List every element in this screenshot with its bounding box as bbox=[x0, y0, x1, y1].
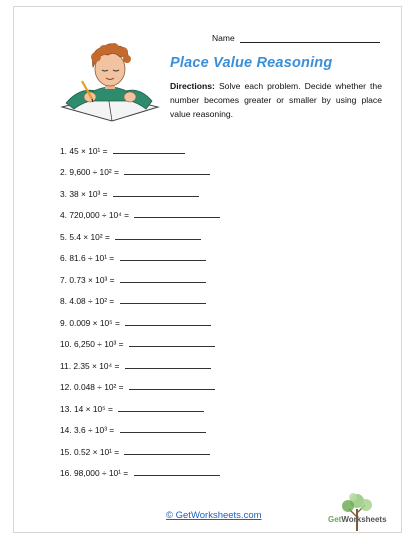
problem-expression: 4.08 ÷ 10² = bbox=[69, 296, 115, 306]
name-label: Name bbox=[212, 33, 235, 43]
problem-expression: 45 × 10¹ = bbox=[69, 146, 108, 156]
directions-label: Directions: bbox=[170, 81, 215, 91]
problem-expression: 38 × 10³ = bbox=[69, 189, 108, 199]
answer-blank[interactable] bbox=[120, 294, 206, 304]
directions bbox=[170, 79, 382, 121]
answer-blank[interactable] bbox=[134, 208, 220, 218]
answer-blank[interactable] bbox=[134, 466, 220, 476]
logo-text-get: Get bbox=[328, 515, 342, 524]
answer-blank[interactable] bbox=[124, 165, 210, 175]
problem-item bbox=[60, 208, 220, 220]
answer-blank[interactable] bbox=[124, 445, 210, 455]
problem-expression: 5.4 × 10² = bbox=[69, 232, 110, 242]
answer-blank[interactable] bbox=[113, 187, 199, 197]
problem-number: 4. bbox=[60, 210, 67, 220]
problem-expression: 3.6 ÷ 10³ = bbox=[73, 425, 115, 435]
problem-item bbox=[60, 187, 199, 199]
problem-expression: 9,600 ÷ 10² = bbox=[69, 167, 119, 177]
worksheet-page bbox=[13, 6, 402, 533]
name-field bbox=[212, 33, 380, 43]
problem-item bbox=[60, 337, 215, 349]
answer-blank[interactable] bbox=[125, 316, 211, 326]
problem-number: 2. bbox=[60, 167, 67, 177]
problem-number: 8. bbox=[60, 296, 67, 306]
answer-blank[interactable] bbox=[118, 402, 204, 412]
problem-number: 6. bbox=[60, 253, 67, 263]
problem-expression: 14 × 10⁵ = bbox=[73, 404, 113, 414]
problem-number: 16. bbox=[60, 468, 72, 478]
problem-item bbox=[60, 316, 211, 328]
worksheet-title: Place Value Reasoning bbox=[170, 55, 333, 71]
answer-blank[interactable] bbox=[125, 359, 211, 369]
problem-item bbox=[60, 294, 206, 306]
problem-number: 10. bbox=[60, 339, 72, 349]
problem-expression: 2.35 × 10⁴ = bbox=[73, 361, 120, 371]
problem-number: 9. bbox=[60, 318, 67, 328]
problem-item bbox=[60, 445, 210, 457]
directions-text: Solve each problem. Decide whether the number becomes greater or smaller by using place value reasoning. bbox=[170, 81, 382, 119]
problem-expression: 6,250 ÷ 10³ = bbox=[73, 339, 124, 349]
problem-expression: 0.73 × 10³ = bbox=[69, 275, 115, 285]
getworksheets-logo-text bbox=[328, 515, 387, 524]
problem-expression: 0.52 × 10¹ = bbox=[73, 447, 120, 457]
problem-number: 14. bbox=[60, 425, 72, 435]
problem-item bbox=[60, 144, 185, 156]
problem-item bbox=[60, 359, 211, 371]
problem-expression: 720,000 ÷ 10⁴ = bbox=[69, 210, 129, 220]
answer-blank[interactable] bbox=[120, 251, 206, 261]
answer-blank[interactable] bbox=[113, 144, 185, 154]
problem-item bbox=[60, 380, 215, 392]
answer-blank[interactable] bbox=[115, 230, 201, 240]
problem-number: 3. bbox=[60, 189, 67, 199]
name-blank[interactable] bbox=[240, 33, 380, 43]
answer-blank[interactable] bbox=[120, 423, 206, 433]
problem-item bbox=[60, 251, 206, 263]
problem-item bbox=[60, 273, 206, 285]
logo-text-worksheets: Worksheets bbox=[341, 515, 387, 524]
problem-item bbox=[60, 402, 204, 414]
answer-blank[interactable] bbox=[120, 273, 206, 283]
problem-number: 11. bbox=[60, 361, 72, 371]
problem-item bbox=[60, 230, 201, 242]
answer-blank[interactable] bbox=[129, 380, 215, 390]
problem-item bbox=[60, 466, 220, 478]
problem-expression: 81.6 ÷ 10¹ = bbox=[69, 253, 115, 263]
problem-number: 7. bbox=[60, 275, 67, 285]
problem-expression: 0.048 ÷ 10² = bbox=[73, 382, 124, 392]
answer-blank[interactable] bbox=[129, 337, 215, 347]
getworksheets-tree-logo bbox=[327, 491, 387, 531]
problem-number: 5. bbox=[60, 232, 67, 242]
problem-expression: 98,000 ÷ 10¹ = bbox=[73, 468, 129, 478]
getworksheets-link[interactable]: © GetWorksheets.com bbox=[166, 510, 262, 521]
student-writing-illustration bbox=[60, 37, 160, 123]
problem-item bbox=[60, 165, 210, 177]
problem-number: 12. bbox=[60, 382, 72, 392]
problem-number: 1. bbox=[60, 146, 67, 156]
problem-number: 15. bbox=[60, 447, 72, 457]
problem-number: 13. bbox=[60, 404, 72, 414]
problem-expression: 0.009 × 10⁵ = bbox=[69, 318, 120, 328]
problem-item bbox=[60, 423, 206, 435]
